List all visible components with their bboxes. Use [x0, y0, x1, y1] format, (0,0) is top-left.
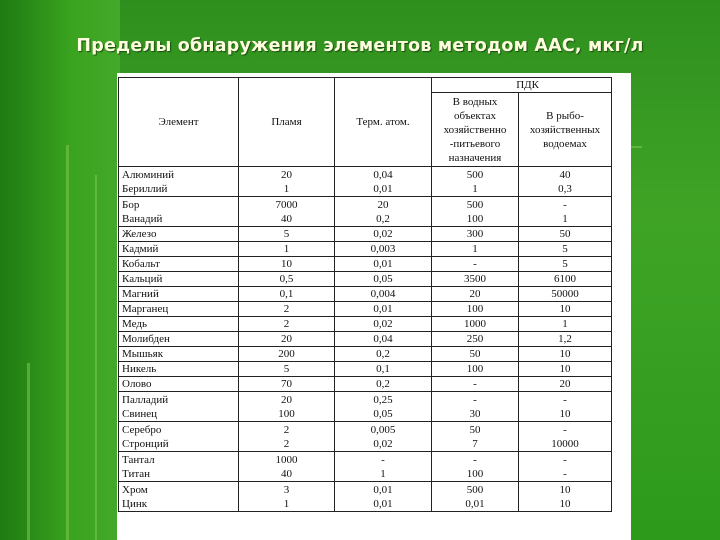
cell-element: [119, 347, 239, 362]
cell-pdk-water-line: -: [473, 258, 477, 270]
cell-therm-line: 0,01: [373, 483, 393, 496]
cell-pdk-fish-line: -: [563, 453, 567, 466]
cell-therm-line: 0,2: [376, 212, 390, 225]
cell-flame-line: 100: [278, 407, 295, 420]
cell-therm-line: 0,04: [373, 333, 393, 345]
cell-therm: [335, 227, 432, 242]
cell-pdk-water: [432, 347, 519, 362]
cell-pdk-fish: [519, 482, 612, 512]
cell-pdk-fish-line: 50: [559, 228, 571, 240]
cell-flame: [239, 332, 335, 347]
cell-pdk-water-line: 50: [469, 423, 481, 436]
cell-element-line: Титан: [122, 467, 151, 480]
cell-flame: [239, 272, 335, 287]
cell-therm-line: 20: [377, 198, 389, 211]
cell-element-line: Кальций: [122, 273, 163, 285]
cell-pdk-water: [432, 227, 519, 242]
cell-therm: [335, 362, 432, 377]
cell-flame-line: 1: [283, 182, 290, 195]
cell-therm: [335, 197, 432, 227]
cell-therm: [335, 332, 432, 347]
cell-therm: [335, 242, 432, 257]
cell-pdk-fish-line: 5: [562, 243, 568, 255]
cell-therm-line: 0,01: [373, 182, 393, 195]
table-row: [119, 302, 612, 317]
cell-pdk-water: [432, 197, 519, 227]
cell-pdk-fish: [519, 242, 612, 257]
cell-element-line: Олово: [122, 378, 152, 390]
cell-therm-line: 0,01: [373, 258, 393, 270]
cell-flame: [239, 287, 335, 302]
cell-element-line: Цинк: [122, 497, 148, 510]
table-row: [119, 347, 612, 362]
cell-pdk-water-line: 1: [472, 182, 478, 195]
cell-pdk-water-line: -: [473, 393, 477, 406]
cell-flame: [239, 257, 335, 272]
cell-flame-line: 3: [283, 483, 290, 496]
cell-element-line: Серебро: [122, 423, 162, 436]
cell-therm-line: 0,003: [370, 243, 396, 255]
cell-flame: [239, 362, 335, 377]
cell-pdk-water-line: 30: [469, 407, 481, 420]
table-row: [119, 392, 612, 422]
cell-flame-line: 20: [281, 168, 292, 181]
cell-flame-line: 2: [283, 318, 290, 330]
cell-pdk-water-line: 100: [466, 303, 484, 315]
cell-pdk-fish: [519, 167, 612, 197]
cell-flame-line: 1: [283, 497, 290, 510]
cell-pdk-water-line: 1000: [464, 318, 486, 330]
cell-therm-line: 0,2: [376, 348, 390, 360]
cell-element-line: Мышьяк: [122, 348, 164, 360]
cell-flame-line: 40: [281, 212, 292, 225]
cell-pdk-water-line: 100: [466, 467, 484, 480]
cell-flame-line: 0,1: [279, 288, 294, 300]
cell-pdk-fish: [519, 452, 612, 482]
cell-therm-line: 0,04: [373, 168, 393, 181]
cell-flame: [239, 422, 335, 452]
cell-pdk-fish: [519, 422, 612, 452]
cell-element-line: Медь: [122, 318, 147, 330]
cell-pdk-fish-line: 10: [559, 303, 571, 315]
cell-element-line: Кобальт: [122, 258, 160, 270]
cell-element-line: Стронций: [122, 437, 169, 450]
cell-flame: [239, 242, 335, 257]
decor-line: [27, 363, 30, 540]
cell-therm: [335, 302, 432, 317]
cell-therm-line: 0,25: [373, 393, 393, 406]
cell-element: [119, 302, 239, 317]
cell-flame: [239, 452, 335, 482]
cell-pdk-water-line: 100: [466, 212, 484, 225]
cell-pdk-water-line: 3500: [464, 273, 486, 285]
cell-therm-line: 0,05: [373, 407, 393, 420]
cell-pdk-water-line: 0,01: [465, 497, 485, 510]
header-pdk-water: В водных объектах хозяйственно -питьевого назначения: [432, 93, 519, 167]
header-element: Элемент: [119, 78, 239, 167]
cell-flame: [239, 392, 335, 422]
cell-element: [119, 272, 239, 287]
cell-element-line: Тантал: [122, 453, 155, 466]
table-row: [119, 482, 612, 512]
header-therm: Терм. атом.: [335, 78, 432, 167]
cell-therm-line: 0,1: [376, 363, 390, 375]
table-row: [119, 452, 612, 482]
cell-therm: [335, 422, 432, 452]
cell-element: [119, 257, 239, 272]
cell-pdk-fish-line: 50000: [551, 288, 579, 300]
cell-pdk-water: [432, 482, 519, 512]
cell-pdk-water-line: -: [473, 378, 477, 390]
cell-therm-line: 0,02: [373, 318, 393, 330]
cell-pdk-fish: [519, 377, 612, 392]
cell-therm: [335, 257, 432, 272]
cell-pdk-fish: [519, 227, 612, 242]
cell-pdk-water-line: 20: [469, 288, 481, 300]
table-row: [119, 422, 612, 452]
table-row: [119, 332, 612, 347]
cell-pdk-fish-line: 10: [559, 497, 571, 510]
cell-flame-line: 2: [283, 437, 290, 450]
cell-flame-line: 5: [283, 228, 290, 240]
slide-title: Пределы обнаружения элементов методом ААС, мкг/л: [76, 36, 644, 56]
cell-therm-line: 0,004: [370, 288, 396, 300]
cell-pdk-water-line: 1: [472, 243, 478, 255]
cell-flame-line: 70: [281, 378, 292, 390]
cell-element: [119, 197, 239, 227]
table-row: [119, 197, 612, 227]
header-pdk: ПДК: [432, 78, 612, 93]
cell-pdk-fish-line: -: [563, 467, 567, 480]
table-panel: [117, 73, 631, 540]
cell-therm-line: 0,02: [373, 228, 393, 240]
cell-element-line: Хром: [122, 483, 148, 496]
cell-flame: [239, 482, 335, 512]
cell-pdk-water: [432, 392, 519, 422]
cell-element: [119, 167, 239, 197]
cell-pdk-water: [432, 257, 519, 272]
cell-pdk-fish-line: -: [563, 198, 567, 211]
cell-element: [119, 242, 239, 257]
cell-pdk-fish: [519, 257, 612, 272]
cell-flame-line: 20: [281, 333, 292, 345]
cell-flame-line: 10: [281, 258, 292, 270]
cell-pdk-water: [432, 317, 519, 332]
cell-pdk-fish-line: 6100: [554, 273, 576, 285]
cell-pdk-water: [432, 422, 519, 452]
cell-element-line: Свинец: [122, 407, 158, 420]
cell-pdk-water: [432, 167, 519, 197]
cell-element: [119, 227, 239, 242]
cell-pdk-water: [432, 332, 519, 347]
cell-pdk-water-line: 100: [466, 363, 484, 375]
cell-pdk-water-line: 7: [472, 437, 478, 450]
table-row: [119, 242, 612, 257]
cell-pdk-fish: [519, 302, 612, 317]
cell-pdk-water: [432, 302, 519, 317]
cell-pdk-fish-line: 5: [562, 258, 568, 270]
cell-pdk-fish-line: 1: [562, 318, 568, 330]
cell-pdk-fish-line: -: [563, 423, 567, 436]
table-row: [119, 272, 612, 287]
cell-pdk-water: [432, 362, 519, 377]
cell-element: [119, 287, 239, 302]
cell-pdk-fish-line: 10: [559, 483, 571, 496]
cell-element-line: Палладий: [122, 393, 169, 406]
cell-pdk-water-line: 250: [466, 333, 484, 345]
cell-therm: [335, 167, 432, 197]
cell-pdk-fish: [519, 197, 612, 227]
cell-therm-line: 0,05: [373, 273, 393, 285]
cell-flame: [239, 302, 335, 317]
cell-pdk-fish-line: 10: [559, 407, 571, 420]
cell-therm: [335, 272, 432, 287]
cell-therm-line: 0,2: [376, 378, 390, 390]
header-flame: Пламя: [239, 78, 335, 167]
cell-therm: [335, 452, 432, 482]
cell-flame-line: 0,5: [279, 273, 294, 285]
cell-therm: [335, 377, 432, 392]
decor-line: [95, 175, 97, 540]
cell-pdk-water-line: 500: [466, 168, 484, 181]
table-row: [119, 167, 612, 197]
cell-flame: [239, 317, 335, 332]
cell-pdk-fish-line: 0,3: [558, 182, 572, 195]
cell-element: [119, 332, 239, 347]
cell-therm-line: 0,005: [370, 423, 396, 436]
cell-pdk-fish-line: 1,2: [558, 333, 572, 345]
cell-pdk-water-line: 300: [466, 228, 484, 240]
cell-therm-line: -: [381, 453, 385, 466]
cell-pdk-water: [432, 287, 519, 302]
cell-flame-line: 1000: [275, 453, 298, 466]
cell-element-line: Бор: [122, 198, 140, 211]
cell-flame: [239, 347, 335, 362]
cell-pdk-fish-line: 10: [559, 363, 571, 375]
cell-pdk-fish: [519, 332, 612, 347]
decor-line: [66, 145, 69, 540]
cell-pdk-fish-line: 40: [559, 168, 571, 181]
cell-therm: [335, 287, 432, 302]
cell-therm-line: 0,01: [373, 303, 393, 315]
cell-pdk-water: [432, 242, 519, 257]
cell-therm: [335, 392, 432, 422]
cell-therm-line: 0,01: [373, 497, 393, 510]
table-row: [119, 287, 612, 302]
cell-pdk-water-line: -: [473, 453, 477, 466]
cell-element: [119, 377, 239, 392]
detection-limits-table: [118, 77, 612, 512]
cell-therm: [335, 482, 432, 512]
cell-flame-line: 1: [283, 243, 290, 255]
cell-pdk-water-line: 500: [466, 483, 484, 496]
cell-flame: [239, 167, 335, 197]
cell-pdk-fish: [519, 287, 612, 302]
cell-flame-line: 7000: [275, 198, 298, 211]
cell-element: [119, 422, 239, 452]
cell-flame: [239, 377, 335, 392]
cell-element-line: Марганец: [122, 303, 169, 315]
cell-element-line: Ванадий: [122, 212, 163, 225]
cell-element: [119, 452, 239, 482]
cell-flame-line: 2: [283, 303, 290, 315]
cell-pdk-fish: [519, 362, 612, 377]
cell-flame-line: 2: [283, 423, 290, 436]
cell-therm-line: 1: [380, 467, 386, 480]
cell-pdk-water-line: 500: [466, 198, 484, 211]
cell-flame-line: 5: [283, 363, 290, 375]
table-body: [119, 167, 612, 512]
table-row: [119, 257, 612, 272]
cell-pdk-fish: [519, 347, 612, 362]
cell-element-line: Железо: [122, 228, 157, 240]
cell-therm-line: 0,02: [373, 437, 393, 450]
cell-pdk-fish: [519, 272, 612, 287]
table-row: [119, 227, 612, 242]
cell-therm: [335, 317, 432, 332]
cell-pdk-water-line: 50: [469, 348, 481, 360]
cell-pdk-water: [432, 452, 519, 482]
cell-flame-line: 20: [281, 393, 292, 406]
cell-pdk-water: [432, 272, 519, 287]
cell-pdk-fish-line: 1: [562, 212, 568, 225]
cell-element-line: Никель: [122, 363, 157, 375]
cell-pdk-fish-line: -: [563, 393, 567, 406]
cell-element-line: Кадмий: [122, 243, 159, 255]
cell-element: [119, 362, 239, 377]
slide-background-left: [0, 0, 120, 540]
table-row: [119, 362, 612, 377]
cell-pdk-fish: [519, 392, 612, 422]
cell-pdk-water: [432, 377, 519, 392]
table-row: [119, 377, 612, 392]
cell-element: [119, 482, 239, 512]
cell-flame-line: 200: [278, 348, 295, 360]
cell-element: [119, 317, 239, 332]
cell-therm: [335, 347, 432, 362]
cell-element-line: Бериллий: [122, 182, 168, 195]
cell-element-line: Молибден: [122, 333, 170, 345]
cell-flame: [239, 197, 335, 227]
cell-pdk-fish-line: 20: [559, 378, 571, 390]
cell-pdk-fish: [519, 317, 612, 332]
cell-flame-line: 40: [281, 467, 292, 480]
header-pdk-fish: В рыбо-хозяйственных водоемах: [519, 93, 612, 167]
table-row: [119, 317, 612, 332]
cell-element-line: Магний: [122, 288, 159, 300]
cell-pdk-fish-line: 10: [559, 348, 571, 360]
cell-element: [119, 392, 239, 422]
cell-element-line: Алюминий: [122, 168, 175, 181]
cell-flame: [239, 227, 335, 242]
cell-pdk-fish-line: 10000: [551, 437, 579, 450]
